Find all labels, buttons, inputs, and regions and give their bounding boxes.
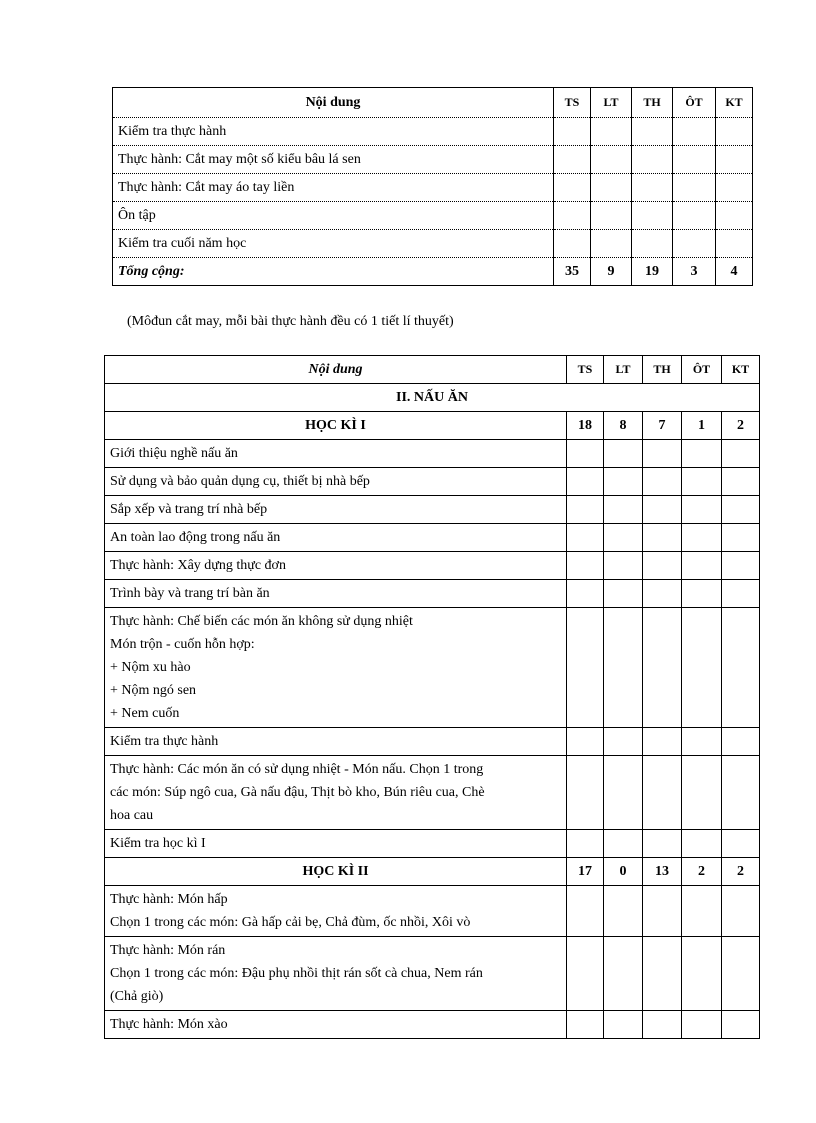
row-text-line: Sắp xếp và trang trí nhà bếp — [110, 501, 268, 517]
empty-cell — [643, 440, 682, 468]
row-text-line: Sử dụng và bảo quản dụng cụ, thiết bị nhà bếp — [110, 473, 370, 489]
empty-cell — [722, 1011, 760, 1039]
empty-cell — [722, 756, 760, 830]
row-text-line: Món trộn - cuốn hỗn hợp: — [110, 637, 255, 652]
empty-cell — [604, 580, 643, 608]
row-label — [105, 496, 567, 524]
row-text-line: Giới thiệu nghề nấu ăn — [110, 445, 238, 461]
term-label: HỌC KÌ I — [105, 412, 567, 440]
empty-cell — [567, 552, 604, 580]
table-row — [105, 552, 760, 580]
empty-cell — [567, 496, 604, 524]
empty-cell — [567, 608, 604, 728]
empty-cell — [643, 524, 682, 552]
empty-cell — [643, 728, 682, 756]
empty-cell — [604, 937, 643, 1011]
table-row — [105, 830, 760, 858]
content-header: Nội dung — [105, 356, 567, 384]
table-row — [113, 146, 753, 174]
term1-lt: 8 — [604, 412, 643, 440]
empty-cell — [722, 580, 760, 608]
row-label — [105, 524, 567, 552]
row-text-line: Thực hành: Món hấp — [110, 892, 228, 907]
empty-cell — [604, 830, 643, 858]
term1-ts: 18 — [567, 412, 604, 440]
empty-cell — [643, 496, 682, 524]
empty-cell — [643, 608, 682, 728]
empty-cell — [722, 608, 760, 728]
col-ts: TS — [567, 356, 604, 384]
empty-cell — [682, 552, 722, 580]
empty-cell — [643, 1011, 682, 1039]
empty-cell — [682, 830, 722, 858]
row-text-line: hoa cau — [110, 808, 154, 823]
table-row — [113, 118, 753, 146]
col-ts: TS — [554, 88, 591, 118]
curriculum-table-sewing — [112, 87, 753, 286]
row-text-line: các món: Súp ngô cua, Gà nấu đậu, Thịt bò kho, Bún riêu cua, Chè — [110, 785, 485, 800]
col-lt: LT — [604, 356, 643, 384]
empty-cell — [567, 830, 604, 858]
empty-cell — [643, 580, 682, 608]
empty-cell — [643, 830, 682, 858]
row-text-line: (Chả giò) — [110, 989, 164, 1004]
empty-cell — [604, 496, 643, 524]
row-text-line: Thực hành: Món xào — [110, 1016, 228, 1032]
col-th: TH — [632, 88, 673, 118]
empty-cell — [722, 937, 760, 1011]
col-th: TH — [643, 356, 682, 384]
empty-cell — [643, 886, 682, 937]
row-label — [105, 728, 567, 756]
total-th: 19 — [632, 258, 673, 286]
empty-cell — [682, 496, 722, 524]
row-label — [105, 580, 567, 608]
row-label — [105, 830, 567, 858]
term-row — [105, 858, 760, 886]
module-note: (Môđun cắt may, mỗi bài thực hành đều có 1 tiết lí thuyết) — [127, 314, 454, 329]
empty-cell — [722, 728, 760, 756]
table-row — [105, 1011, 760, 1039]
col-ot: ÔT — [682, 356, 722, 384]
row-text-line: + Nộm xu hào — [110, 660, 191, 675]
table-row — [105, 524, 760, 552]
content-header: Nội dung — [113, 88, 554, 118]
empty-cell — [643, 468, 682, 496]
table-row — [105, 756, 760, 830]
total-kt: 4 — [716, 258, 753, 286]
row-text-line: + Nem cuốn — [110, 706, 180, 721]
total-lt: 9 — [591, 258, 632, 286]
row-text-line: Thực hành: Món rán — [110, 943, 226, 958]
empty-cell — [604, 1011, 643, 1039]
total-row — [113, 258, 753, 286]
row-label — [105, 552, 567, 580]
row-text-line: Trình bày và trang trí bàn ăn — [110, 585, 270, 601]
empty-cell — [567, 468, 604, 496]
empty-cell — [604, 886, 643, 937]
term-label: HỌC KÌ II — [105, 858, 567, 886]
row-text-line: Thực hành: Các món ăn có sử dụng nhiệt - Món nấu. Chọn 1 trong — [110, 762, 484, 777]
row-label: Kiểm tra cuối năm học — [113, 230, 554, 258]
term2-ts: 17 — [567, 858, 604, 886]
row-label: Thực hành: Cắt may áo tay liền — [113, 174, 554, 202]
term2-kt: 2 — [722, 858, 760, 886]
empty-cell — [567, 937, 604, 1011]
empty-cell — [604, 468, 643, 496]
empty-cell — [722, 552, 760, 580]
row-text-line: Chọn 1 trong các món: Gà hấp cải bẹ, Chả đùm, ốc nhồi, Xôi vò — [110, 915, 471, 930]
table-row — [113, 230, 753, 258]
col-kt: KT — [716, 88, 753, 118]
empty-cell — [643, 756, 682, 830]
empty-cell — [682, 937, 722, 1011]
table-header-row — [113, 88, 753, 118]
empty-cell — [604, 552, 643, 580]
empty-cell — [604, 756, 643, 830]
empty-cell — [722, 886, 760, 937]
row-label: Ôn tập — [113, 202, 554, 230]
empty-cell — [567, 728, 604, 756]
empty-cell — [643, 937, 682, 1011]
table-row — [113, 174, 753, 202]
term2-lt: 0 — [604, 858, 643, 886]
row-label — [105, 440, 567, 468]
empty-cell — [682, 886, 722, 937]
table-row — [105, 580, 760, 608]
total-ot: 3 — [673, 258, 716, 286]
empty-cell — [604, 728, 643, 756]
table-row — [105, 440, 760, 468]
section-row — [105, 384, 760, 412]
empty-cell — [722, 830, 760, 858]
row-label — [105, 608, 567, 728]
row-text-line: Kiểm tra thực hành — [110, 733, 219, 749]
empty-cell — [682, 756, 722, 830]
row-text-line: Thực hành: Chế biến các món ăn không sử dụng nhiệt — [110, 614, 413, 629]
row-label: Thực hành: Cắt may một số kiểu bâu lá sen — [113, 146, 554, 174]
empty-cell — [567, 440, 604, 468]
empty-cell — [682, 524, 722, 552]
curriculum-table-cooking — [104, 355, 760, 1039]
row-label: Kiểm tra thực hành — [113, 118, 554, 146]
empty-cell — [567, 886, 604, 937]
empty-cell — [682, 580, 722, 608]
empty-cell — [682, 440, 722, 468]
empty-cell — [682, 1011, 722, 1039]
table-header-row — [105, 356, 760, 384]
empty-cell — [722, 440, 760, 468]
table-row — [105, 728, 760, 756]
term1-kt: 2 — [722, 412, 760, 440]
term2-th: 13 — [643, 858, 682, 886]
term1-ot: 1 — [682, 412, 722, 440]
row-label — [105, 937, 567, 1011]
row-text-line: Chọn 1 trong các món: Đậu phụ nhồi thịt rán sốt cà chua, Nem rán — [110, 966, 483, 981]
empty-cell — [722, 496, 760, 524]
col-lt: LT — [591, 88, 632, 118]
empty-cell — [682, 728, 722, 756]
empty-cell — [567, 524, 604, 552]
table-row — [105, 937, 760, 1011]
empty-cell — [682, 608, 722, 728]
table-row — [105, 886, 760, 937]
empty-cell — [643, 552, 682, 580]
row-text-line: Kiểm tra học kì I — [110, 835, 206, 851]
empty-cell — [722, 524, 760, 552]
empty-cell — [604, 608, 643, 728]
empty-cell — [567, 756, 604, 830]
col-ot: ÔT — [673, 88, 716, 118]
empty-cell — [567, 580, 604, 608]
row-label — [105, 886, 567, 937]
row-text-line: An toàn lao động trong nấu ăn — [110, 529, 281, 545]
total-label: Tổng cộng: — [113, 258, 554, 286]
total-ts: 35 — [554, 258, 591, 286]
empty-cell — [722, 468, 760, 496]
col-kt: KT — [722, 356, 760, 384]
empty-cell — [567, 1011, 604, 1039]
section-title: II. NẤU ĂN — [105, 384, 760, 412]
empty-cell — [604, 440, 643, 468]
table-row — [113, 202, 753, 230]
row-text-line: + Nộm ngó sen — [110, 683, 197, 698]
term2-ot: 2 — [682, 858, 722, 886]
table-row — [105, 496, 760, 524]
table-row — [105, 608, 760, 728]
row-label — [105, 468, 567, 496]
empty-cell — [682, 468, 722, 496]
row-label — [105, 756, 567, 830]
table-row — [105, 468, 760, 496]
row-label — [105, 1011, 567, 1039]
empty-cell — [604, 524, 643, 552]
term-row — [105, 412, 760, 440]
row-text-line: Thực hành: Xây dựng thực đơn — [110, 557, 286, 573]
term1-th: 7 — [643, 412, 682, 440]
